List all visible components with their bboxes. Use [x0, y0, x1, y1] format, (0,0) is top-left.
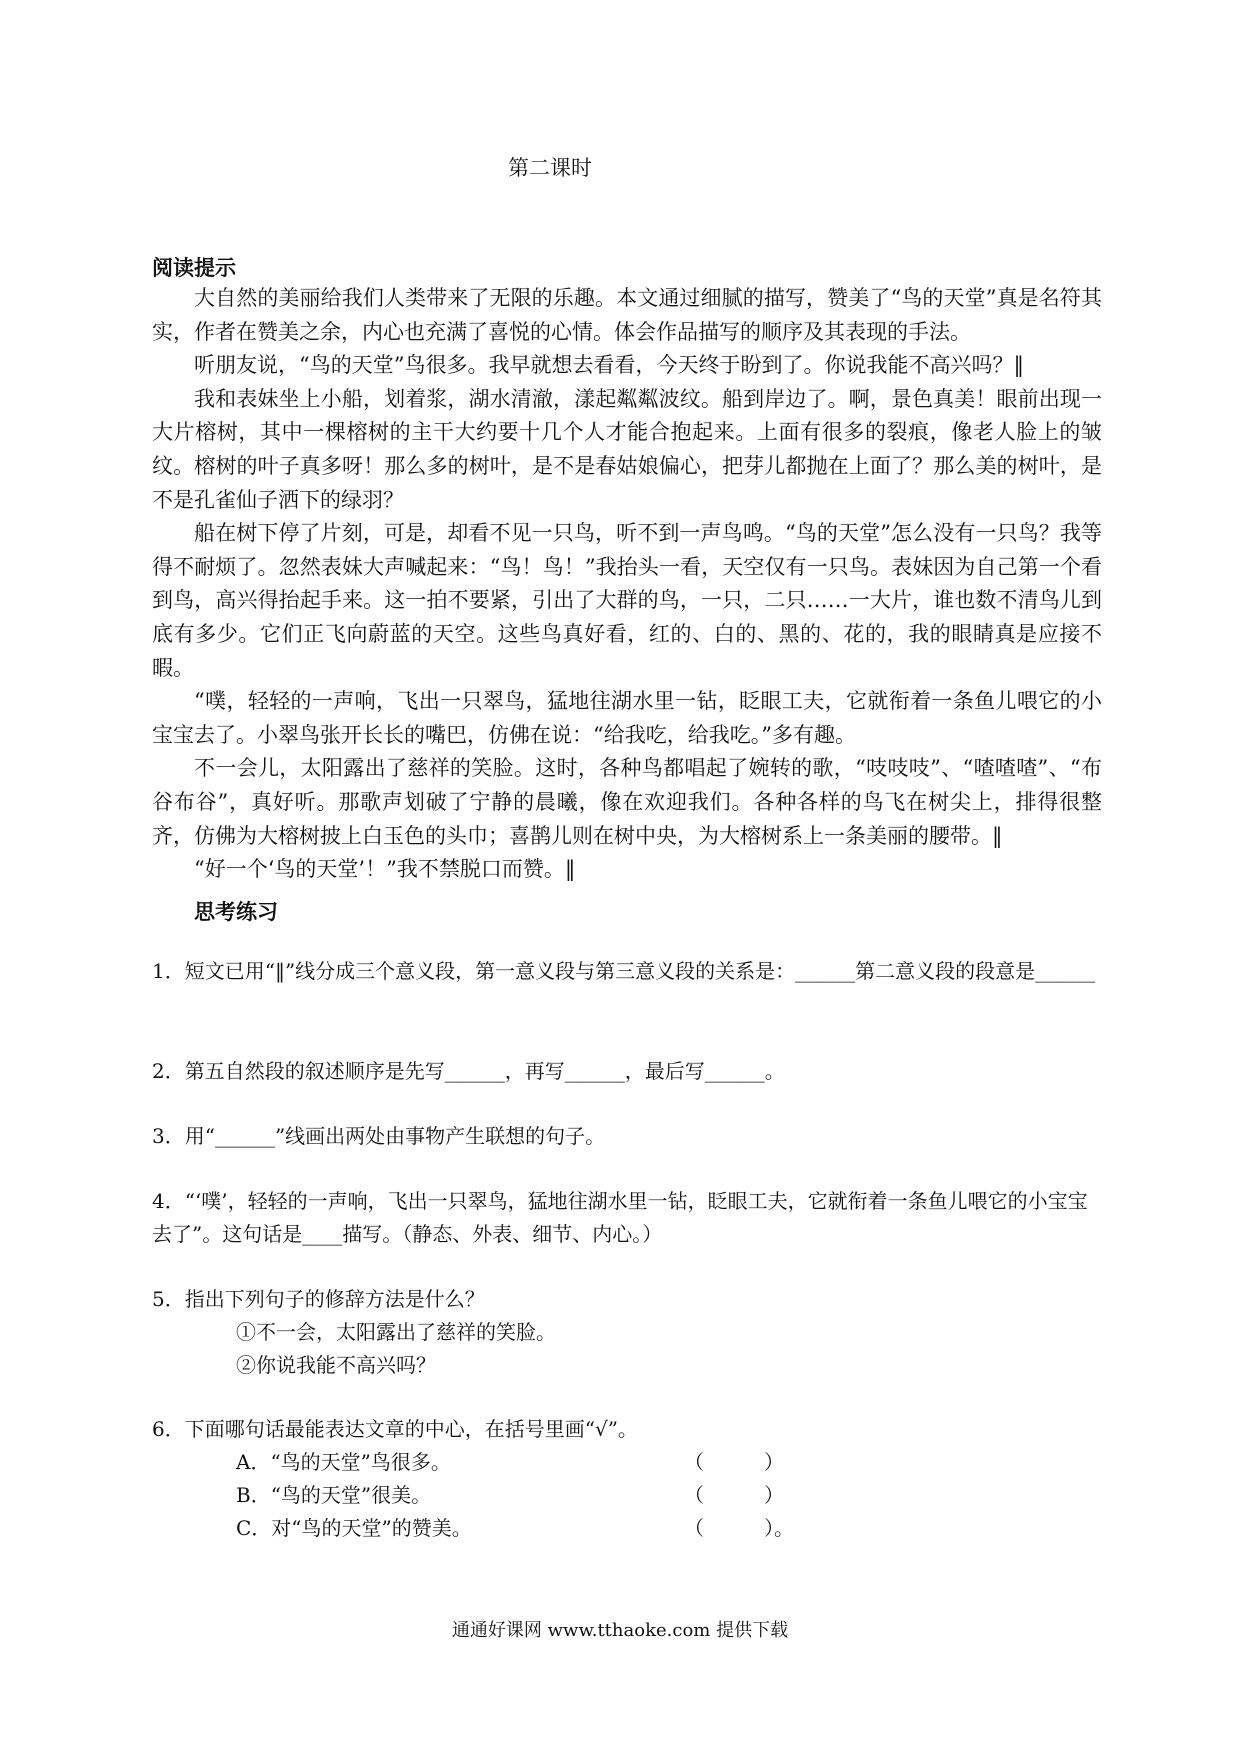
paragraph: 不一会儿，太阳露出了慈祥的笑脸。这时，各种鸟都唱起了婉转的歌，“吱吱吱”、“喳喳喳”、“布谷布谷”，真好听。那歌声划破了宁静的晨曦，像在欢迎我们。各种各样的鸟飞在树尖上，排得很整齐，仿佛为大榕树披上白玉色的头巾；喜鹊儿则在树中央，为大榕树系上一条美丽的腰带。‖: [152, 756, 1102, 848]
question-5-prompt: 5．指出下列句子的修辞方法是什么？: [152, 1287, 485, 1311]
paragraph: 大自然的美丽给我们人类带来了无限的乐趣。本文通过细腻的描写，赞美了“鸟的天堂”真是名符其实，作者在赞美之余，内心也充满了喜悦的心情。体会作品描写的顺序及其表现的手法。: [152, 286, 1102, 344]
option-b: [236, 1479, 1102, 1512]
question-6: [152, 1413, 1102, 1545]
question-5: [152, 1283, 1102, 1382]
lesson-title: 第二课时: [508, 156, 592, 180]
option-text: B．“鸟的天堂”很美。: [236, 1483, 432, 1507]
paragraph: 船在树下停了片刻，可是，却看不见一只鸟，听不到一声鸟鸣。“鸟的天堂”怎么没有一只鸟？我等得不耐烦了。忽然表妹大声喊起来：“鸟！鸟！”我抬头一看，天空仅有一只鸟。表妹因为自己第一个看到鸟，高兴得抬起手来。这一拍不要紧，引出了大群的鸟，一只，二只……一大片，谁也数不清鸟儿到底有多少。它们正飞向蔚蓝的天空。这些鸟真好看，红的、白的、黑的、花的，我的眼睛真是应接不暇。: [152, 521, 1102, 680]
practice-heading: 思考练习: [194, 899, 278, 924]
answer-parentheses: （ ）: [684, 1483, 784, 1507]
question-1: 1．短文已用“‖”线分成三个意义段，第一意义段与第三意义段的关系是：______第二意义段的段意是______: [152, 959, 1096, 983]
paragraph: 听朋友说，“鸟的天堂”鸟很多。我早就想去看看，今天终于盼到了。你说我能不高兴吗？‖: [194, 353, 1024, 378]
paragraph: “好一个‘鸟的天堂’！”我不禁脱口而赞。‖: [194, 857, 576, 882]
paragraph: “噗，轻轻的一声响，飞出一只翠鸟，猛地往湖水里一钻，眨眼工夫，它就衔着一条鱼儿喂它的小宝宝去了。小翠鸟张开长长的嘴巴，仿佛在说：“给我吃，给我吃。”多有趣。: [152, 689, 1102, 747]
option-a: [236, 1446, 1102, 1479]
answer-parentheses: （ ）: [684, 1450, 784, 1474]
question-6-prompt: 6．下面哪句话最能表达文章的中心，在括号里画“√”。: [152, 1417, 638, 1441]
passage: [152, 282, 1102, 887]
option-text: A．“鸟的天堂”鸟很多。: [236, 1450, 451, 1474]
question-5-item: ①不一会，太阳露出了慈祥的笑脸。: [236, 1320, 556, 1344]
answer-parentheses: （ ）。: [684, 1516, 794, 1540]
question-3: 3．用“______”线画出两处由事物产生联想的句子。: [152, 1124, 606, 1148]
footer-credit: 通通好课网 www.tthaoke.com 提供下载: [451, 1620, 789, 1641]
question-5-item: ②你说我能不高兴吗？: [236, 1353, 436, 1377]
paragraph: 我和表妹坐上小船，划着浆，湖水清澈，漾起粼粼波纹。船到岸边了。啊，景色真美！眼前出现一大片榕树，其中一棵榕树的主干大约要十几个人才能合抱起来。上面有很多的裂痕，像老人脸上的皱纹。榕树的叶子真多呀！那么多的树叶，是不是春姑娘偏心，把芽儿都抛在上面了？那么美的树叶，是不是孔雀仙子洒下的绿羽？: [152, 386, 1102, 512]
option-c: [236, 1512, 1102, 1545]
question-4: 4．“‘噗’，轻轻的一声响，飞出一只翠鸟，猛地往湖水里一钻，眨眼工夫，它就衔着一条鱼儿喂它的小宝宝去了”。这句话是____描写。（静态、外表、细节、内心。）: [152, 1189, 1088, 1246]
option-text: C．对“鸟的天堂”的赞美。: [236, 1516, 472, 1540]
question-2: 2．第五自然段的叙述顺序是先写______，再写______，最后写______。: [152, 1059, 785, 1083]
reading-tips-heading: 阅读提示: [152, 255, 236, 280]
